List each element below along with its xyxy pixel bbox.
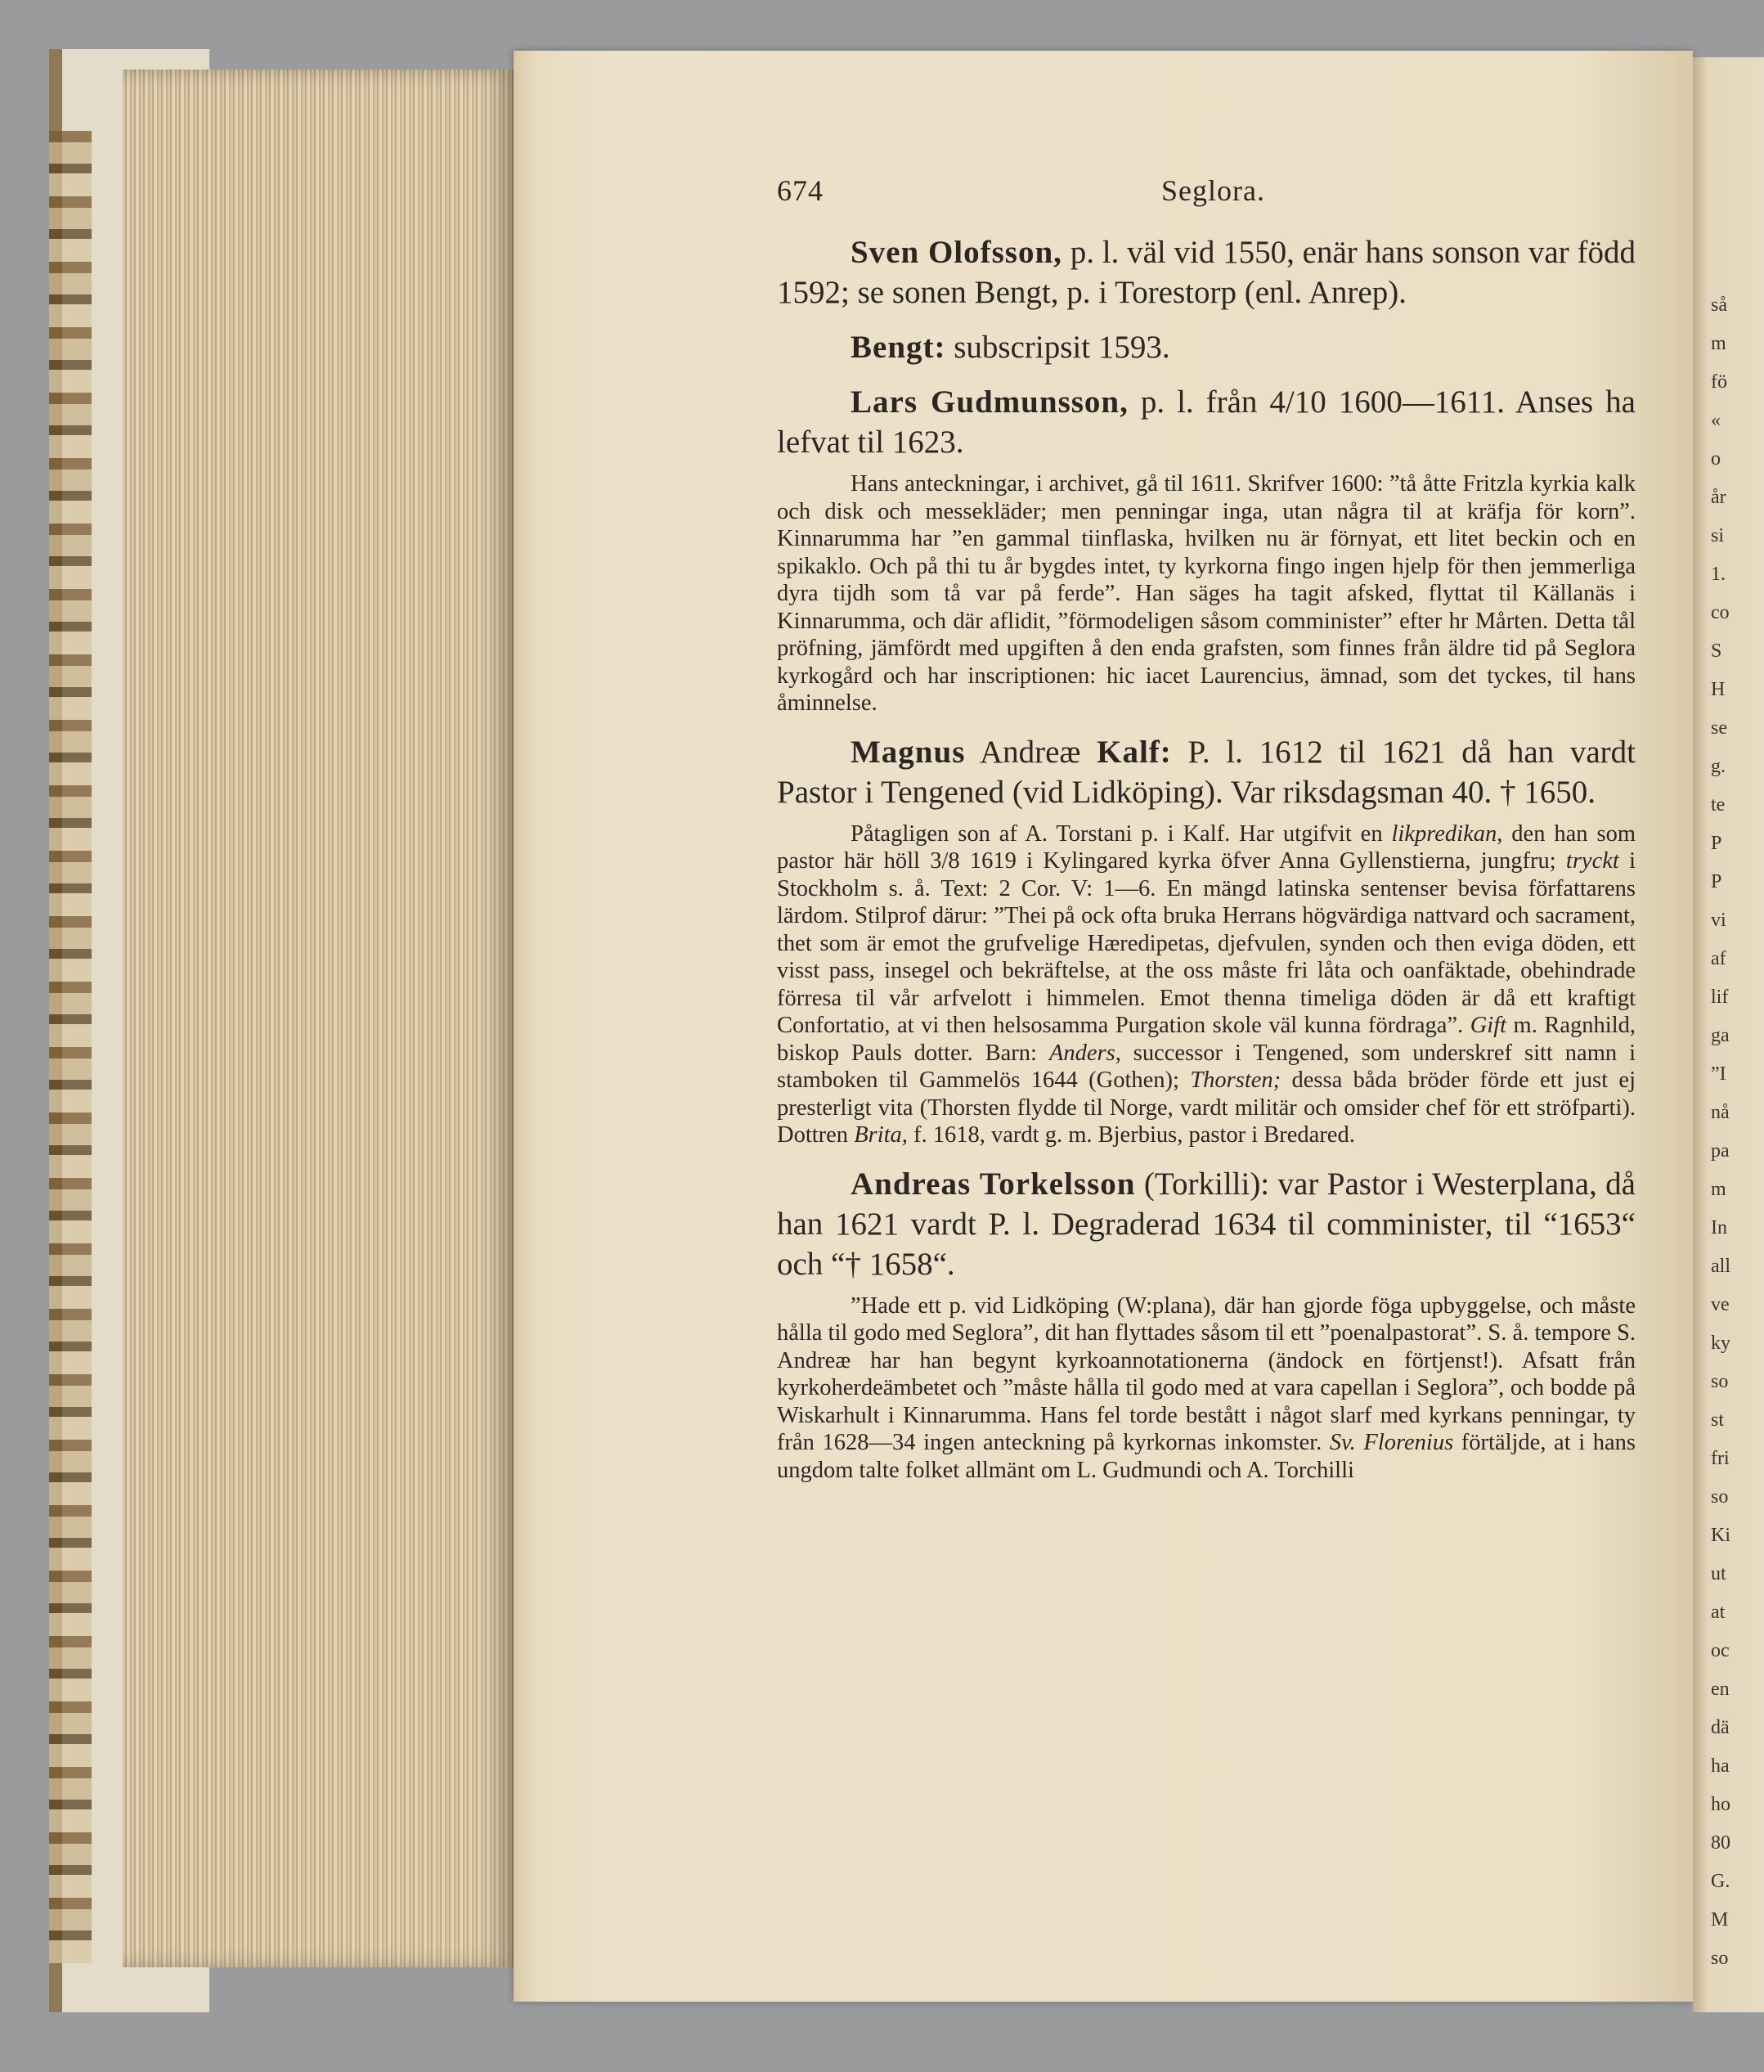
page-content xyxy=(777,164,1636,1484)
facing-page-fragment: ga xyxy=(1711,1025,1730,1046)
facing-page-fragment: Ki xyxy=(1711,1525,1730,1546)
facing-page-fragment: g. xyxy=(1711,756,1726,777)
italic-run: likpredikan xyxy=(1391,820,1497,847)
entry-bengt xyxy=(777,327,1636,367)
entry-lars-gudmunsson xyxy=(777,382,1636,717)
facing-page-fragment: ho xyxy=(1711,1794,1730,1815)
text-run: dessa båda bröder förde ett just ej presterligt vita (Thorsten flydde til Norge, vardt militär och omsider chef för ett ströfparti). Dottren xyxy=(777,1067,1636,1148)
facing-page-fragment: si xyxy=(1711,525,1725,546)
entry-heading xyxy=(777,382,1636,462)
facing-page-fragment: nå xyxy=(1711,1102,1730,1123)
text-run: m. Ragnhild, biskop Pauls dotter. Barn: xyxy=(777,1013,1636,1066)
italic-run: Anders xyxy=(1048,1040,1115,1066)
facing-page-fragment: ha xyxy=(1711,1755,1730,1777)
entry-text: p. l. från 4/10 1600—1611. Anses ha lefvat til 1623. xyxy=(777,384,1636,460)
entry-heading xyxy=(777,327,1636,367)
entry-sven-olofsson xyxy=(777,232,1636,312)
facing-page-fragment: ve xyxy=(1711,1294,1730,1315)
facing-page-edge xyxy=(1693,57,1764,2012)
facing-page-fragment: pa xyxy=(1711,1140,1730,1162)
facing-page-fragment: lif xyxy=(1711,987,1729,1008)
facing-page-fragment: vi xyxy=(1711,910,1726,931)
text-run: f. 1618, vardt g. m. Bjerbius, pastor i Bredared. xyxy=(907,1122,1355,1148)
entry-magnus-kalf xyxy=(777,732,1636,1149)
facing-page-fragment: se xyxy=(1711,717,1727,739)
facing-page-fragment: fö xyxy=(1711,371,1727,393)
facing-page-fragment: dä xyxy=(1711,1717,1730,1738)
entry-heading xyxy=(777,1164,1636,1284)
facing-page-fragment: In xyxy=(1711,1217,1727,1238)
entry-name: Bengt: xyxy=(851,330,946,365)
running-head xyxy=(777,164,1636,213)
facing-page-fragment: « xyxy=(1711,410,1721,431)
facing-page-fragment: G. xyxy=(1711,1871,1730,1892)
facing-page-fragment: st xyxy=(1711,1409,1725,1431)
entry-andreas-torkelsson xyxy=(777,1164,1636,1485)
entry-name: Sven Olofsson, xyxy=(851,235,1062,270)
italic-run: Thorsten; xyxy=(1190,1067,1281,1093)
facing-page-fragment: co xyxy=(1711,602,1730,623)
facing-page-fragment: ky xyxy=(1711,1333,1730,1354)
facing-page-fragment: so xyxy=(1711,1486,1729,1508)
page-edges xyxy=(123,70,515,1967)
running-title: Seglora. xyxy=(1161,174,1265,207)
entry-name: Lars Gudmunsson, xyxy=(851,384,1129,420)
facing-page-fragment: S xyxy=(1711,640,1722,662)
facing-page-fragment: oc xyxy=(1711,1640,1730,1661)
page-number: 674 xyxy=(777,174,824,207)
facing-page-fragment: ”I xyxy=(1711,1063,1726,1085)
entry-text: Andreæ xyxy=(965,734,1097,770)
text-run: ”Hade ett p. vid Lidköping (W:plana), där han gjorde föga upbyggelse, och måste hålla til godo med Seglora”, dit han flyttades såsom til ett ”poenalpastorat”. S. å. tempore S. Andreæ har han begynt kyrkoannotationerna (ändock en förtjenst!). Afsatt från kyrkoherdeämbetet och ”måste hålla til godo med at vara capellan i Seglora”, och bodde på Wiskarhult i Kinnarumma. Hans fel torde bestått i något slarf med kyrkans penningar, ty från 1628—34 ingen anteckning på kyrkornas inkomster. xyxy=(777,1292,1636,1455)
facing-page-fragment: fri xyxy=(1711,1448,1730,1469)
facing-page-fragment: te xyxy=(1711,794,1726,816)
italic-run: Gift xyxy=(1470,1013,1507,1038)
text-run: Påtagligen son af A. Torstani p. i Kalf. Har utgifvit en xyxy=(851,820,1392,847)
italic-run: Sv. Florenius xyxy=(1329,1430,1454,1455)
text-run: i Stockholm s. å. Text: 2 Cor. V: 1—6. En mängd latinska sentenser bevisa författarens lärdom. Stilprof därur: ”Thei på ock ofta bruka Herrans högvärdiga nattvard och sacrament, thet som är emot the grufvelige Hæredipetas, djefvulen, synden och then eviga döden, ett visst pass, insegel och bekräftelse, at the oss måste fri låta och oanfäktade, obehindrade förresa til vår arfvelott i himmelen. Emot thenna timeliga döden är då ett kraftigt Confortatio, at vi then helsosamma Purgation skole väl kunna fördraga”. xyxy=(777,848,1636,1038)
facing-page-fragment: så xyxy=(1711,294,1727,316)
italic-run: Brita, xyxy=(854,1122,908,1148)
facing-page-fragment: M xyxy=(1711,1909,1729,1930)
facing-page-fragment: m xyxy=(1711,1179,1726,1200)
facing-page-fragment: ut xyxy=(1711,1563,1726,1584)
text-run: förtäljde, at i hans ungdom talte folket allmänt om L. Gudmundi och A. Torchilli xyxy=(777,1430,1636,1483)
entry-text-2: P. l. 1612 til 1621 då han vardt Pastor i Tengened (vid Lidköping). Var riksdagsman 40. † 1650. xyxy=(777,734,1636,810)
facing-page-fragment: all xyxy=(1711,1256,1730,1277)
text-run: , den han som pastor här höll 3/8 1619 i Kylingared kyrka öfver Anna Gyllenstierna, jungfru; xyxy=(777,820,1636,874)
facing-page-fragment: 1. xyxy=(1711,564,1726,585)
text-run: , successor i Tengened, som underskref sitt namn i stamboken til Gammelös 1644 (Gothen); xyxy=(777,1040,1636,1093)
entry-heading xyxy=(777,732,1636,812)
entry-text: (Torkilli): var Pastor i Westerplana, då han 1621 vardt P. l. Degraderad 1634 til comminister, til “1653“ och “† 1658“. xyxy=(777,1166,1636,1282)
facing-page-fragment: af xyxy=(1711,948,1726,969)
facing-page-fragment: so xyxy=(1711,1948,1729,1969)
entry-heading xyxy=(777,232,1636,312)
entry-note xyxy=(777,820,1636,1149)
facing-page-fragment: at xyxy=(1711,1602,1726,1623)
entry-text: subscripsit 1593. xyxy=(945,330,1170,365)
entry-name-2: Kalf: xyxy=(1097,734,1172,770)
facing-page-fragment: P xyxy=(1711,833,1722,854)
facing-page-fragment: so xyxy=(1711,1371,1729,1392)
entry-name: Andreas Torkelsson xyxy=(851,1166,1136,1202)
facing-page-fragment: P xyxy=(1711,871,1722,892)
italic-run: tryckt xyxy=(1565,848,1619,874)
facing-page-fragment: en xyxy=(1711,1679,1730,1700)
entry-name: Magnus xyxy=(851,734,966,770)
entry-text: p. l. väl vid 1550, enär hans sonson var född 1592; se sonen Bengt, p. i Torestorp (enl. Anrep). xyxy=(777,235,1636,310)
facing-page-fragment: o xyxy=(1711,448,1721,470)
facing-page-fragment: år xyxy=(1711,487,1726,508)
entry-note: Hans anteckningar, i archivet, gå til 1611. Skrifver 1600: ”tå åtte Fritzla kyrkia kalk och disk och messekläder; men penningar inga, utan några til at kräfja för korn”. Kinnarumma har ”en gammal tiinflaska, hvilken nu är förnyat, ett litet beckin och en spikaklo. Och på thi tu år bygdes intet, ty kyrkorna fingo ingen hjelp för then jemmerliga dyra tijdh som tå var på ferde”. Han säges ha tagit afsked, flyttat til Källanäs i Kinnarumma, och där aflidit, ”förmodeligen såsom comminister” efter hr Mårten. Detta tål pröfning, jämfördt med upgiften å den enda grafsten, som finnes från äldre tid på Seglora kyrkogård och har inscriptionen: hic iacet Laurencius, ämnad, som det tyckes, til hans åminnelse. xyxy=(777,471,1636,716)
marbled-binding xyxy=(49,131,92,1963)
entry-note xyxy=(777,1292,1636,1485)
facing-page-fragment: m xyxy=(1711,333,1726,354)
facing-page-fragment: H xyxy=(1711,679,1726,700)
facing-page-fragment: 80 xyxy=(1711,1832,1730,1854)
